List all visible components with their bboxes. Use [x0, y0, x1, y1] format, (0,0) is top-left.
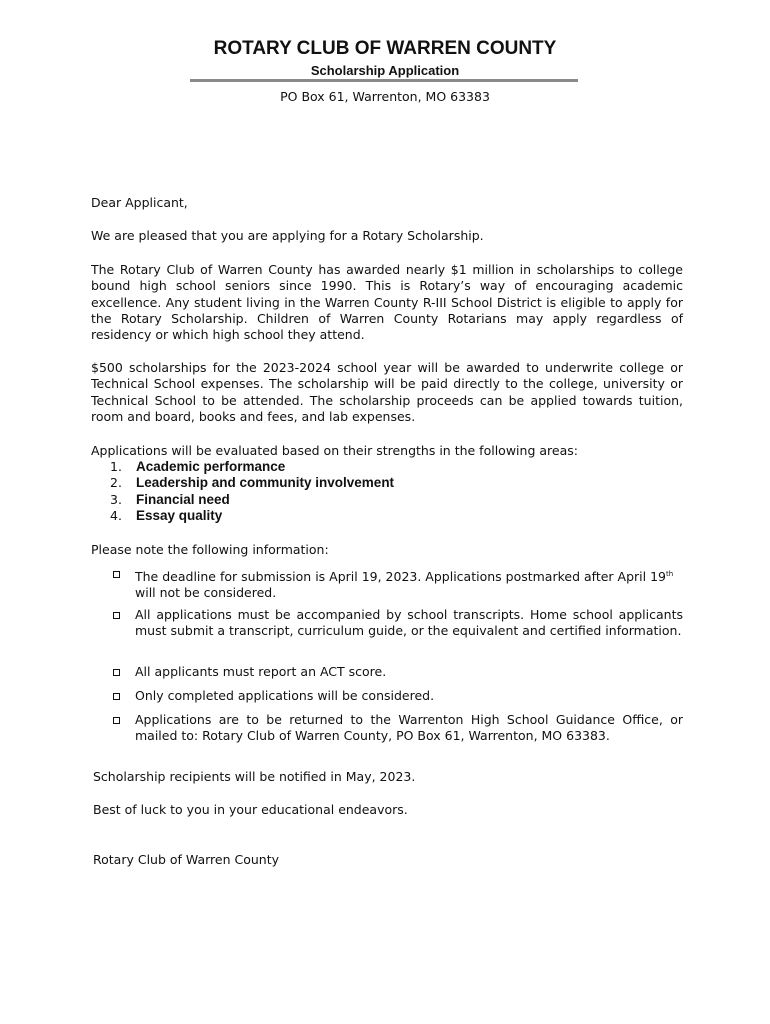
criteria-text: Academic performance: [136, 459, 286, 474]
criteria-item: [110, 492, 394, 508]
note-text: Applications are to be returned to the Warrenton High School Guidance Office, or mailed to: Rotary Club of Warren County, PO Box 61, Warrenton, MO 63383.: [135, 712, 683, 744]
notes-intro: Please note the following information:: [91, 542, 329, 557]
club-address: PO Box 61, Warrenton, MO 63383: [280, 89, 490, 104]
history-paragraph: The Rotary Club of Warren County has awarded nearly $1 million in scholarships to college bound high school seniors since 1990. This is Rotary’s way of encouraging academic excellence. Any student living in the Warren County R-III School District is eligible to apply for the Rotary Scholarship. Children of Warren County Rotarians may apply regardless of residency or which high school they attend.: [91, 262, 683, 343]
criteria-item: [110, 475, 394, 491]
intro-paragraph: We are pleased that you are applying for a Rotary Scholarship.: [91, 228, 484, 243]
criteria-number: 1.: [110, 459, 122, 474]
criteria-item: [110, 508, 394, 524]
criteria-number: 2.: [110, 475, 122, 491]
note-text: Only completed applications will be considered.: [135, 688, 435, 703]
criteria-text: Leadership and community involvement: [136, 475, 395, 491]
criteria-text: Financial need: [136, 491, 230, 507]
document-subtitle: Scholarship Application: [310, 63, 460, 78]
award-paragraph: $500 scholarships for the 2023-2024 school year will be awarded to underwrite college or Technical School expenses. The scholarship will be paid directly to the college, university or Technical School to be attended. The scholarship proceeds can be applied towards tuition, room and board, books and fees, and lab expenses.: [91, 360, 683, 424]
closing-line: Best of luck to you in your educational endeavors.: [93, 802, 408, 817]
note-text-part: The deadline for submission is April 19, 2023. Applications postmarked after April 19: [135, 569, 666, 585]
note-text: [135, 566, 683, 602]
square-bullet-icon: [113, 571, 120, 578]
ordinal-suffix: th: [666, 570, 674, 578]
header-divider: [190, 79, 578, 82]
criteria-number: 3.: [110, 491, 122, 507]
signature: Rotary Club of Warren County: [93, 852, 280, 867]
criteria-text: Essay quality: [136, 507, 223, 523]
square-bullet-icon: [113, 693, 120, 700]
square-bullet-icon: [113, 612, 120, 619]
document-title: ROTARY CLUB OF WARREN COUNTY: [213, 38, 557, 59]
note-text: All applicants must report an ACT score.: [135, 664, 387, 679]
criteria-item: [110, 459, 394, 475]
criteria-intro: Applications will be evaluated based on their strengths in the following areas:: [91, 443, 578, 458]
square-bullet-icon: [113, 717, 120, 724]
note-text: All applications must be accompanied by school transcripts. Home school applicants must submit a transcript, curriculum guide, or the equivalent and certified information.: [135, 607, 683, 639]
criteria-number: 4.: [110, 507, 122, 523]
note-text-part: will not be considered.: [135, 585, 277, 601]
salutation: Dear Applicant,: [91, 195, 188, 210]
square-bullet-icon: [113, 669, 120, 676]
recipients-note: Scholarship recipients will be notified in May, 2023.: [93, 769, 416, 784]
criteria-list: [110, 459, 394, 524]
